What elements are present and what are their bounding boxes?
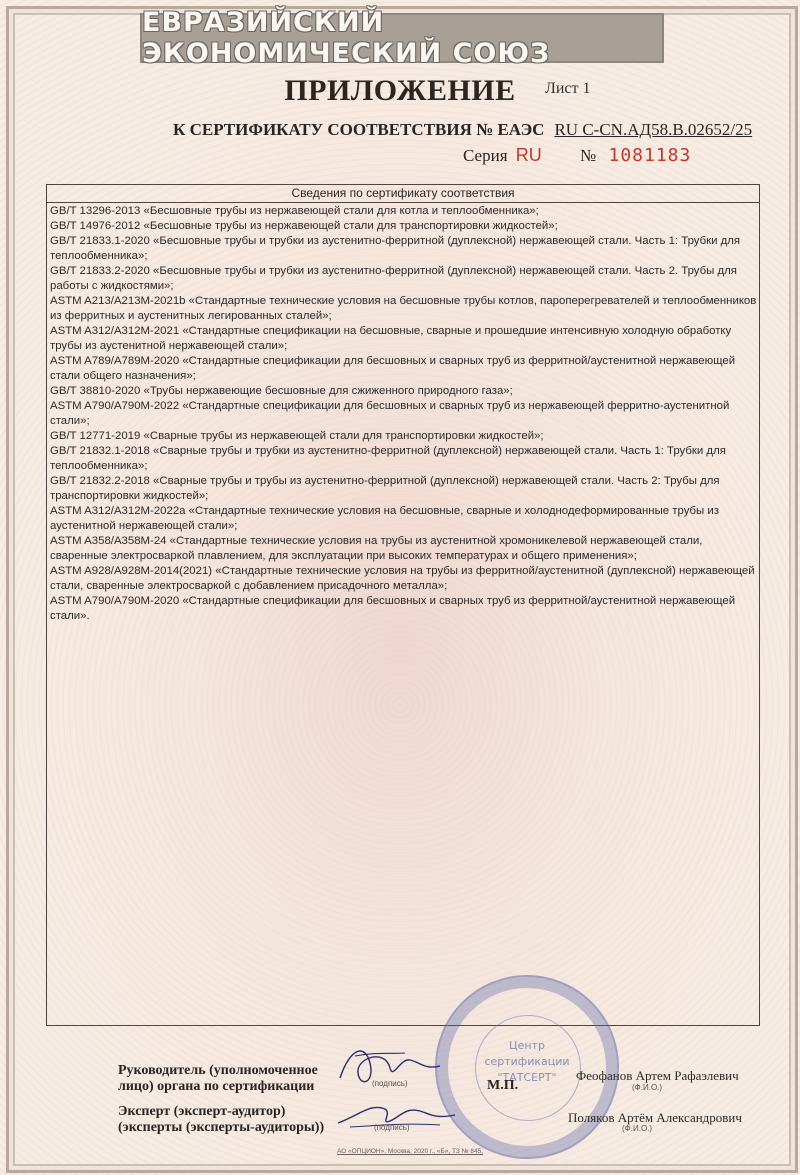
standard-entry: GB/T 21833.1-2020 «Бесшовные трубы и трубки из аустенитно-ферритной (дуплексной) нержавеющей стали. Часть 1: Трубки для теплообменника»; [50, 235, 741, 262]
printer-footer: АО «ОПЦИОН», Москва, 2020 г., «Б», ТЗ № 845. [337, 1148, 484, 1155]
expert-label-line-1: Эксперт (эксперт-аудитор) [118, 1104, 286, 1119]
certificate-label: К СЕРТИФИКАТУ СООТВЕТСТВИЯ № ЕАЭС [173, 120, 545, 139]
table-header: Сведения по сертификату соответствия [47, 185, 759, 203]
head-label [118, 1063, 318, 1095]
head-label-line-2: лицо) органа по сертификации [118, 1079, 315, 1094]
head-name: Феофанов Артем Рафаэлевич [576, 1068, 739, 1083]
head-fio-caption: (Ф.И.О.) [632, 1083, 663, 1092]
standard-entry: ASTM A789/A789M-2020 «Стандартные спецификации для бесшовных и сварных труб из ферритной/аустенитной нержавеющей стали общего назначения»; [50, 355, 736, 382]
stamp-line-1: Центр [509, 1039, 545, 1052]
standard-entry: ASTM A790/A790M-2020 «Стандартные спецификации для бесшовных и сварных труб из ферритной/аустенитной нержавеющей стали». [50, 595, 736, 622]
certificate-reference [173, 120, 752, 140]
eaeu-banner [140, 7, 664, 69]
page-title: ПРИЛОЖЕНИЕ [284, 74, 516, 107]
standard-entry: GB/T 38810-2020 «Трубы нержавеющие бесшовные для сжиженного природного газа»; [50, 385, 513, 397]
official-stamp [435, 975, 619, 1159]
series-label: Серия [463, 146, 508, 165]
stamp-line-2: сертификации [484, 1055, 570, 1068]
standard-entry: ASTM A213/A213M-2021b «Стандартные технические условия на бесшовные трубы котлов, пароперегревателей и теплообменников из ферритных и аустенитных легированных сталей»; [50, 295, 757, 322]
standard-entry: GB/T 21833.2-2020 «Бесшовные трубы и трубки из аустенитно-ферритной (дуплексной) нержавеющей стали. Часть 2. Трубы для работы с жидкостями»; [50, 265, 737, 292]
standard-entry: GB/T 13296-2013 «Бесшовные трубы из нержавеющей стали для котла и теплообменника»; [50, 205, 539, 217]
serial-number: 1081183 [608, 145, 692, 166]
certificate-number: RU С-CN.АД58.В.02652/25 [554, 120, 753, 139]
head-label-line-1: Руководитель (уполномоченное [118, 1063, 318, 1078]
standard-entry: GB/T 21832.2-2018 «Сварные трубы и трубы из аустенитно-ферритной (дуплексной) нержавеющей стали. Часть 2: Трубы для транспортировки жидкостей»; [50, 475, 720, 502]
standard-entry: ASTM A790/A790M-2022 «Стандартные спецификации для бесшовных и сварных труб из нержавеющей ферритно-аустенитной стали»; [50, 400, 730, 427]
certificate-details-table [46, 184, 760, 1026]
standard-entry: ASTM A928/A928M-2014(2021) «Стандартные технические условия на трубы из ферритной/аустенитной (дуплексной) нержавеющей стали, сваренные электросваркой с добавлением присадочного металла»; [50, 565, 755, 592]
series-code: RU [515, 145, 542, 165]
expert-signature-caption: (подпись) [374, 1123, 410, 1132]
standard-entry: ASTM A358/A358M-24 «Стандартные технические условия на трубы из аустенитной хромоникелевой нержавеющей стали, сваренные электросваркой плавлением, для эксплуатации при высоких температурах и общего применения»; [50, 535, 703, 562]
head-signature-caption: (подпись) [372, 1079, 408, 1088]
stamp-line-3: "ТАТСЕРТ" [497, 1071, 557, 1084]
standard-entry: ASTM A312/A312M-2021 «Стандартные спецификации на бесшовные, сварные и прошедшие интенсивную холодную обработку трубы из аустенитной нержавеющей стали»; [50, 325, 732, 352]
expert-fio-caption: (Ф.И.О.) [622, 1124, 653, 1133]
expert-label [118, 1104, 324, 1136]
standards-list [47, 203, 759, 624]
banner-text: ЕВРАЗИЙСКИЙ ЭКОНОМИЧЕСКИЙ СОЮЗ [142, 7, 551, 69]
stamp-inner-ring [475, 1015, 581, 1121]
standard-entry: GB/T 12771-2019 «Сварные трубы из нержавеющей стали для транспортировки жидкостей»; [50, 430, 544, 442]
standard-entry: GB/T 14976-2012 «Бесшовные трубы из нержавеющей стали для транспортировки жидкостей»; [50, 220, 558, 232]
series-no-label: № [580, 146, 597, 165]
expert-label-line-2: (эксперты (эксперты-аудиторы)) [118, 1120, 325, 1135]
standard-entry: ASTM A312/A312M-2022a «Стандартные технические условия на бесшовные, сварные и холоднодеформированные трубы из аустенитной нержавеющей стали»; [50, 505, 719, 532]
standard-entry: GB/T 21832.1-2018 «Сварные трубы и трубки из аустенитно-ферритной (дуплексной) нержавеющей стали. Часть 1: Трубки для теплообменника»; [50, 445, 726, 472]
seal-place-label: М.П. [487, 1078, 519, 1093]
expert-name: Поляков Артём Александрович [568, 1110, 742, 1125]
sheet-number: Лист 1 [545, 80, 591, 97]
series-line [463, 145, 691, 166]
